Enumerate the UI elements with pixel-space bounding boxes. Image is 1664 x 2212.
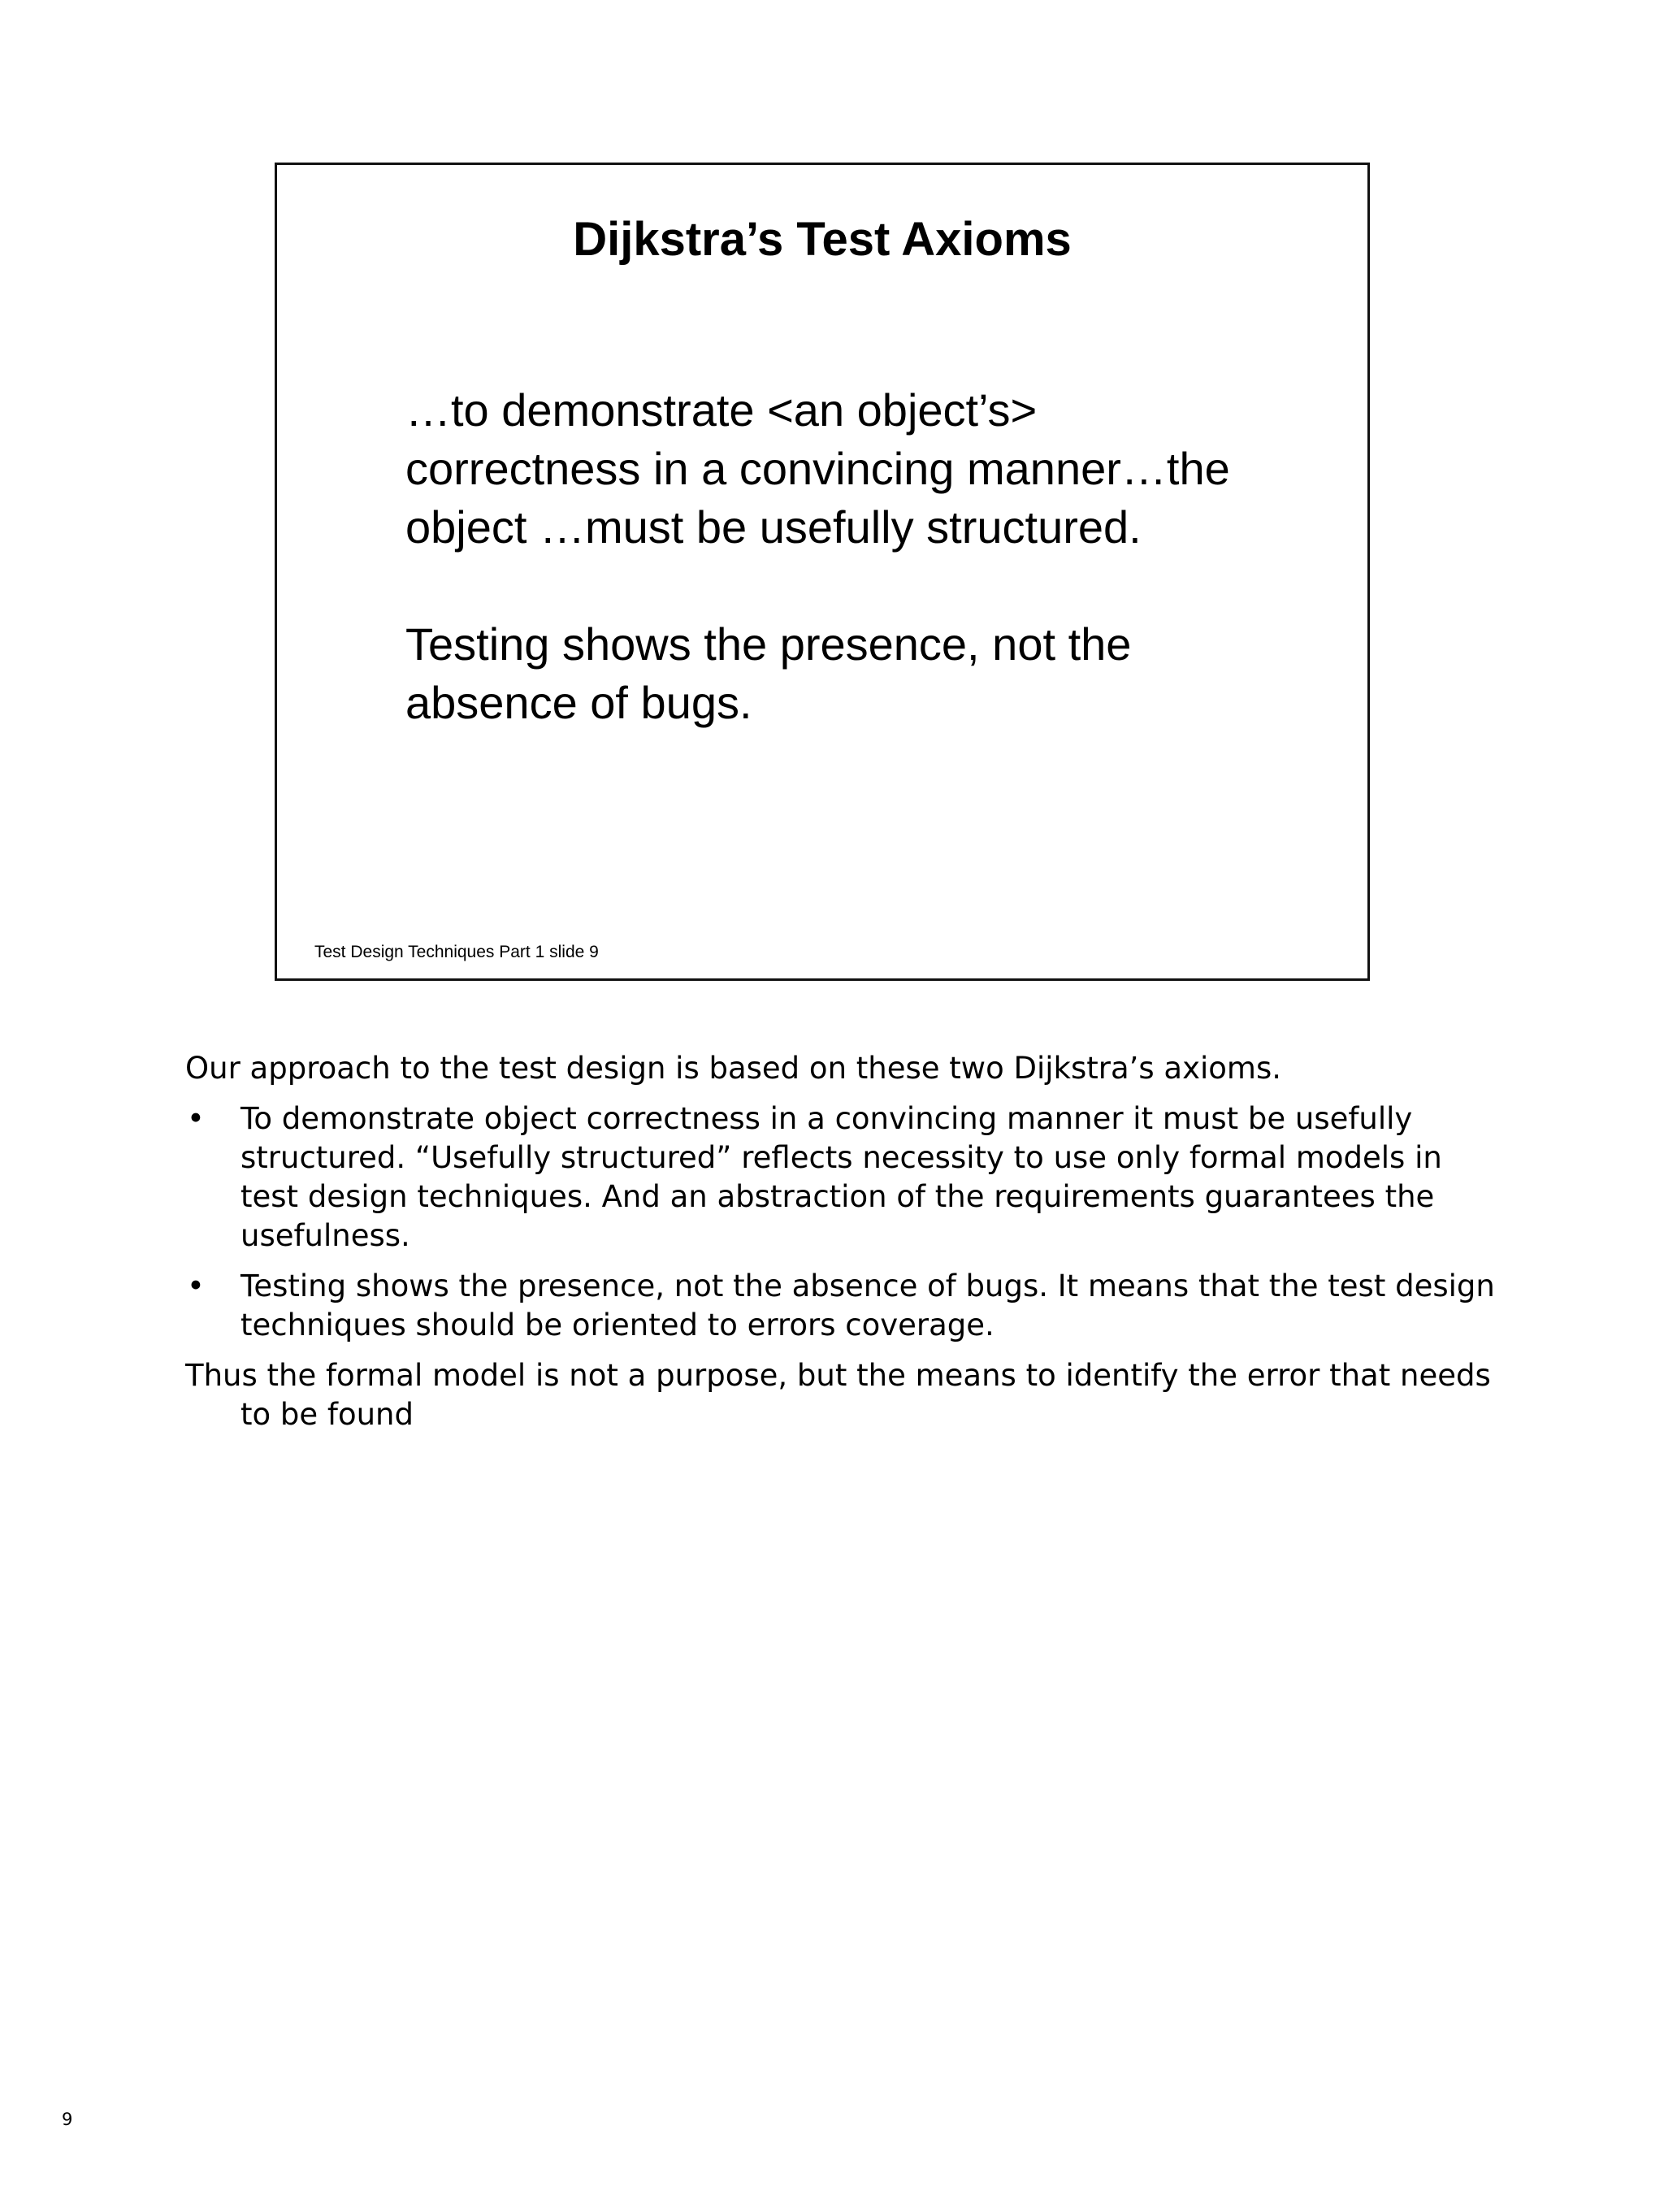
notes-bullet-text: To demonstrate object correctness in a convincing manner it must be usefully structured. “Usefully structured” reflects necessity to use only formal models in test design techniques. And an abstraction of the requirements guarantees the usefulness.: [240, 1101, 1442, 1253]
slide-body: [405, 381, 1332, 791]
page-number: 9: [62, 2110, 73, 2129]
notes-intro: Our approach to the test design is based on these two Dijkstra’s axioms.: [185, 1051, 1281, 1086]
notes-bullet-2: [185, 1267, 1502, 1345]
slide-thumbnail: [275, 163, 1370, 981]
slide-footer: Test Design Techniques Part 1 slide 9: [314, 943, 599, 961]
notes-bullet-text: Testing shows the presence, not the absence of bugs. It means that the test design techniques should be oriented to errors coverage.: [240, 1269, 1495, 1342]
slide-paragraph-1: …to demonstrate <an object’s> correctness in a convincing manner…the object …must be usefully structured.: [405, 384, 1230, 553]
slide-title: Dijkstra’s Test Axioms: [573, 213, 1072, 266]
notes-conclusion: Thus the formal model is not a purpose, but the means to identify the error that needs to be found: [185, 1358, 1491, 1432]
slide-paragraph-2: Testing shows the presence, not the absence of bugs.: [405, 618, 1132, 728]
speaker-notes: [185, 1049, 1502, 1434]
bullet-icon: •: [187, 1269, 205, 1303]
bullet-icon: •: [187, 1101, 205, 1136]
notes-bullet-1: [185, 1099, 1502, 1256]
